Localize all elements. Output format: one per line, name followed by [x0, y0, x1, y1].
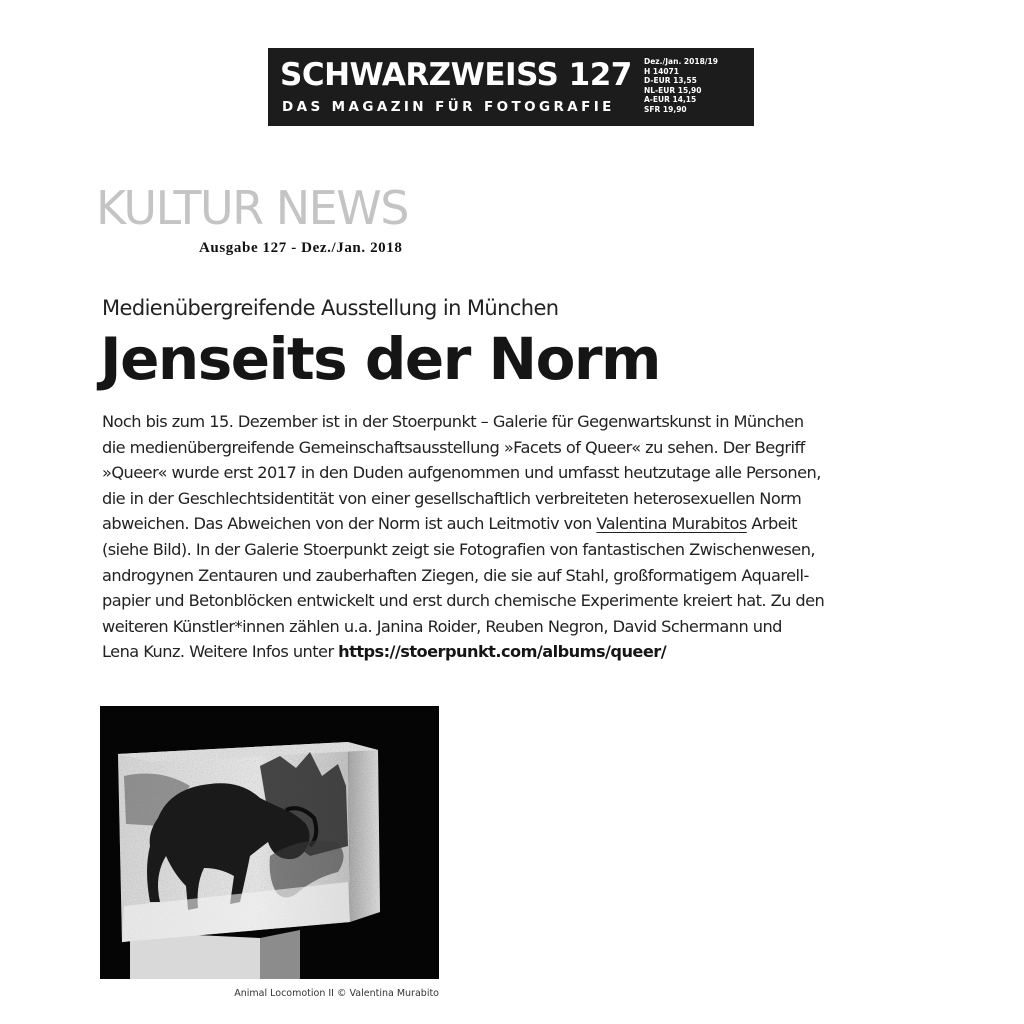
body-line: »Queer« wurde erst 2017 in den Duden aufgenommen und umfasst heutzutage alle Personen, — [102, 463, 821, 483]
magazine-masthead — [268, 48, 754, 126]
body-line — [102, 639, 952, 665]
body-text-segment: Arbeit — [746, 514, 797, 534]
body-text-segment: Lena Kunz. Weitere Infos unter — [102, 642, 339, 662]
body-line: die in der Geschlechtsidentität von einer gesellschaftlich verbreiteten heterosexuellen Norm — [102, 488, 802, 508]
section-title: KULTUR NEWS — [96, 181, 408, 235]
artist-name-link[interactable]: Valentina Murabitos — [596, 514, 747, 534]
photo-caption: Animal Locomotion II © Valentina Murabito — [234, 988, 439, 999]
body-line: androgynen Zentauren und zauberhaften Ziegen, die sie auf Stahl, großformatigem Aquarell- — [102, 565, 809, 585]
artwork-photo — [100, 706, 439, 979]
article-kicker: Medienübergreifende Ausstellung in München — [102, 296, 559, 320]
body-line: die medienübergreifende Gemeinschaftsausstellung »Facets of Queer« zu sehen. Der Begriff — [102, 437, 805, 457]
article-headline: Jenseits der Norm — [100, 325, 660, 393]
price-de: D-EUR 13,55 — [644, 76, 697, 86]
body-line: papier und Betonblöcken entwickelt und erst durch chemische Experimente kreiert hat. Zu den — [102, 591, 825, 611]
price-box — [644, 57, 750, 115]
issue-code: H 14071 — [644, 66, 679, 76]
gallery-url-link[interactable]: https://stoerpunkt.com/albums/queer/ — [338, 642, 667, 662]
body-line: weiteren Künstler*innen zählen u.a. Janina Roider, Reuben Negron, David Schermann und — [102, 616, 782, 636]
body-text-segment: abweichen. Das Abweichen von der Norm ist auch Leitmotiv von — [102, 514, 597, 534]
artwork-illustration — [100, 706, 439, 979]
article-body — [102, 409, 952, 665]
magazine-title: SCHWARZWEISS 127 — [280, 57, 632, 93]
price-at: A-EUR 14,15 — [644, 95, 697, 105]
body-line — [102, 511, 952, 537]
body-line: (siehe Bild). In der Galerie Stoerpunkt zeigt sie Fotografien von fantastischen Zwischenwesen, — [102, 539, 816, 559]
magazine-subtitle: DAS MAGAZIN FÜR FOTOGRAFIE — [282, 99, 615, 115]
issue-date: Dez./Jan. 2018/19 — [644, 57, 718, 66]
price-nl: NL-EUR 15,90 — [644, 85, 702, 95]
issue-line: Ausgabe 127 - Dez./Jan. 2018 — [199, 240, 403, 256]
price-ch: SFR 19,90 — [644, 104, 687, 114]
body-line: Noch bis zum 15. Dezember ist in der Stoerpunkt – Galerie für Gegenwartskunst in München — [102, 412, 804, 431]
